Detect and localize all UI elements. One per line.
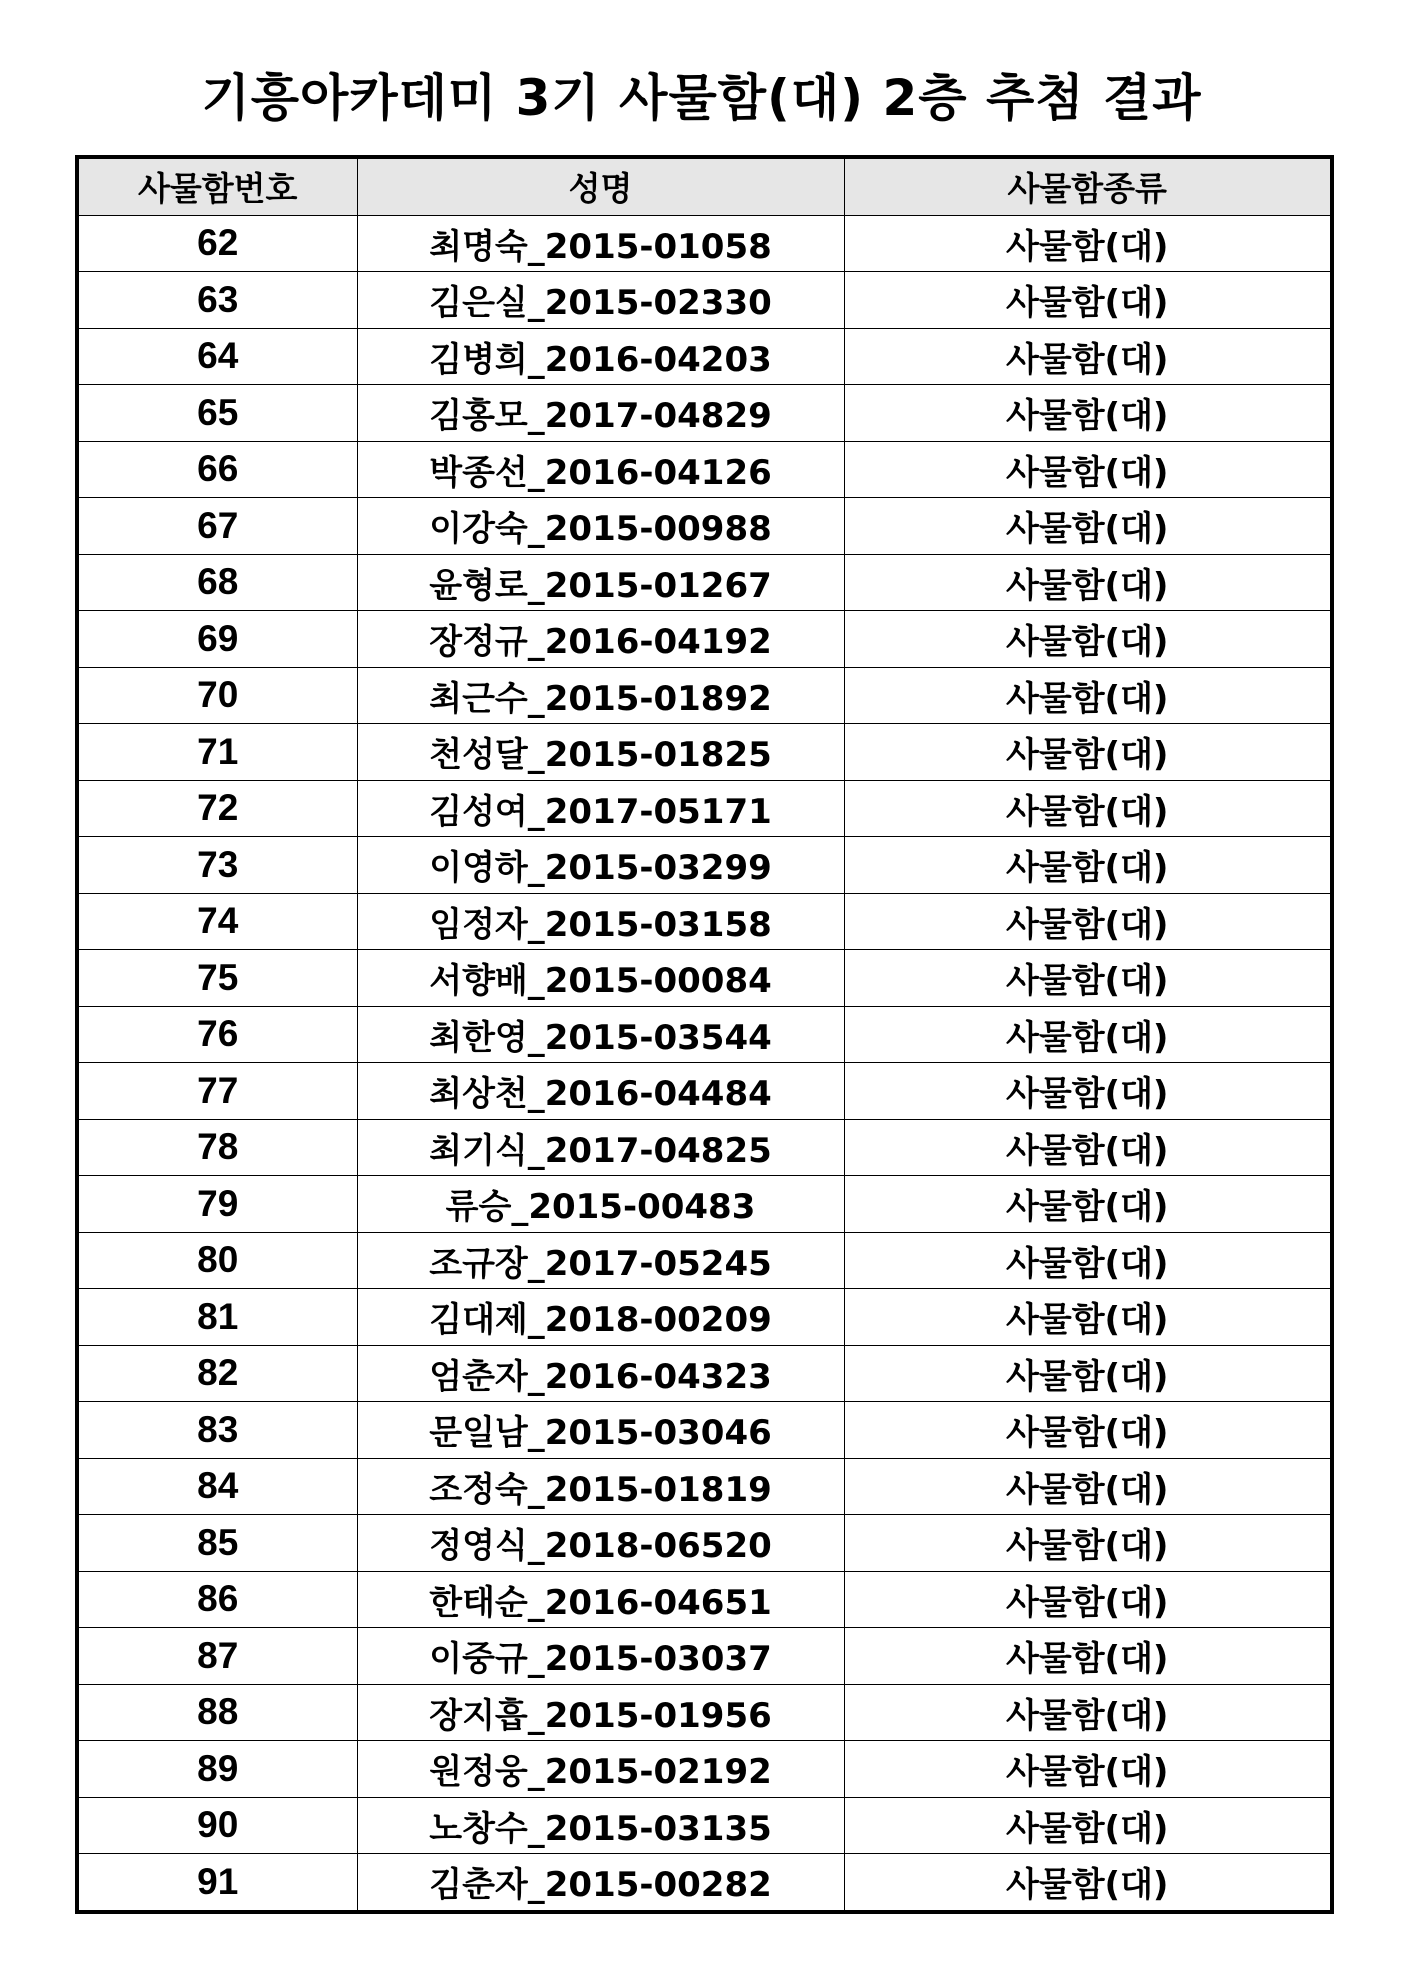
member-name-cell: 류승_2015-00483	[357, 1176, 844, 1233]
locker-type-cell: 사물함(대)	[844, 1006, 1332, 1063]
member-name-cell: 김대제_2018-00209	[357, 1289, 844, 1346]
locker-type-cell: 사물함(대)	[844, 724, 1332, 781]
table-row	[77, 1345, 1332, 1402]
locker-type-cell: 사물함(대)	[844, 1119, 1332, 1176]
locker-type-cell: 사물함(대)	[844, 554, 1332, 611]
locker-type-cell: 사물함(대)	[844, 611, 1332, 668]
locker-type-cell: 사물함(대)	[844, 1402, 1332, 1459]
table-row	[77, 1289, 1332, 1346]
member-name-cell: 최한영_2015-03544	[357, 1006, 844, 1063]
locker-number-cell: 80	[77, 1232, 357, 1289]
member-name-cell: 김성여_2017-05171	[357, 780, 844, 837]
member-name-cell: 노창수_2015-03135	[357, 1797, 844, 1854]
table-row	[77, 1458, 1332, 1515]
locker-type-cell: 사물함(대)	[844, 385, 1332, 442]
locker-type-cell: 사물함(대)	[844, 1571, 1332, 1628]
locker-type-cell: 사물함(대)	[844, 441, 1332, 498]
member-name-cell: 김병희_2016-04203	[357, 328, 844, 385]
member-name-cell: 최상천_2016-04484	[357, 1063, 844, 1120]
table-row	[77, 1402, 1332, 1459]
member-name-cell: 조정숙_2015-01819	[357, 1458, 844, 1515]
locker-number-cell: 63	[77, 272, 357, 329]
table-body	[77, 215, 1332, 1912]
locker-number-cell: 76	[77, 1006, 357, 1063]
locker-type-cell: 사물함(대)	[844, 272, 1332, 329]
locker-number-cell: 85	[77, 1515, 357, 1572]
locker-type-cell: 사물함(대)	[844, 498, 1332, 555]
table-row	[77, 837, 1332, 894]
member-name-cell: 윤형로_2015-01267	[357, 554, 844, 611]
locker-type-cell: 사물함(대)	[844, 837, 1332, 894]
table-row	[77, 724, 1332, 781]
table-row	[77, 1684, 1332, 1741]
locker-number-cell: 91	[77, 1854, 357, 1912]
member-name-cell: 최근수_2015-01892	[357, 667, 844, 724]
member-name-cell: 임정자_2015-03158	[357, 893, 844, 950]
member-name-cell: 이강숙_2015-00988	[357, 498, 844, 555]
table-row	[77, 328, 1332, 385]
locker-type-cell: 사물함(대)	[844, 667, 1332, 724]
locker-number-cell: 87	[77, 1628, 357, 1685]
member-name-cell: 김은실_2015-02330	[357, 272, 844, 329]
table-row	[77, 1797, 1332, 1854]
page-title: 기흥아카데미 3기 사물함(대) 2층 추첨 결과	[201, 69, 1202, 127]
locker-number-cell: 72	[77, 780, 357, 837]
table-header-row	[77, 157, 1332, 215]
member-name-cell: 조규장_2017-05245	[357, 1232, 844, 1289]
locker-type-cell: 사물함(대)	[844, 1289, 1332, 1346]
table-row	[77, 1515, 1332, 1572]
table-row	[77, 1741, 1332, 1798]
locker-number-cell: 88	[77, 1684, 357, 1741]
table-row	[77, 272, 1332, 329]
table-row	[77, 893, 1332, 950]
header-locker-type: 사물함종류	[844, 157, 1332, 215]
locker-draw-table	[75, 155, 1334, 1914]
table-row	[77, 1176, 1332, 1233]
table-row	[77, 667, 1332, 724]
table-row	[77, 780, 1332, 837]
member-name-cell: 정영식_2018-06520	[357, 1515, 844, 1572]
member-name-cell: 엄춘자_2016-04323	[357, 1345, 844, 1402]
table-row	[77, 441, 1332, 498]
locker-number-cell: 73	[77, 837, 357, 894]
locker-number-cell: 67	[77, 498, 357, 555]
locker-number-cell: 79	[77, 1176, 357, 1233]
member-name-cell: 이영하_2015-03299	[357, 837, 844, 894]
locker-number-cell: 71	[77, 724, 357, 781]
table-row	[77, 1006, 1332, 1063]
locker-number-cell: 78	[77, 1119, 357, 1176]
locker-number-cell: 69	[77, 611, 357, 668]
member-name-cell: 박종선_2016-04126	[357, 441, 844, 498]
locker-number-cell: 66	[77, 441, 357, 498]
member-name-cell: 김춘자_2015-00282	[357, 1854, 844, 1912]
table-row	[77, 554, 1332, 611]
header-locker-number: 사물함번호	[77, 157, 357, 215]
locker-number-cell: 84	[77, 1458, 357, 1515]
table-row	[77, 1628, 1332, 1685]
locker-type-cell: 사물함(대)	[844, 215, 1332, 272]
locker-number-cell: 70	[77, 667, 357, 724]
locker-number-cell: 68	[77, 554, 357, 611]
locker-type-cell: 사물함(대)	[844, 1854, 1332, 1912]
table-row	[77, 1571, 1332, 1628]
table-row	[77, 1119, 1332, 1176]
locker-number-cell: 82	[77, 1345, 357, 1402]
member-name-cell: 최기식_2017-04825	[357, 1119, 844, 1176]
locker-number-cell: 83	[77, 1402, 357, 1459]
member-name-cell: 천성달_2015-01825	[357, 724, 844, 781]
locker-type-cell: 사물함(대)	[844, 1458, 1332, 1515]
locker-number-cell: 77	[77, 1063, 357, 1120]
member-name-cell: 이중규_2015-03037	[357, 1628, 844, 1685]
table-row	[77, 950, 1332, 1007]
member-name-cell: 장정규_2016-04192	[357, 611, 844, 668]
table-row	[77, 498, 1332, 555]
table-row	[77, 1063, 1332, 1120]
locker-type-cell: 사물함(대)	[844, 1176, 1332, 1233]
locker-number-cell: 81	[77, 1289, 357, 1346]
locker-number-cell: 64	[77, 328, 357, 385]
locker-type-cell: 사물함(대)	[844, 328, 1332, 385]
locker-number-cell: 65	[77, 385, 357, 442]
table-row	[77, 215, 1332, 272]
member-name-cell: 서향배_2015-00084	[357, 950, 844, 1007]
locker-type-cell: 사물함(대)	[844, 1628, 1332, 1685]
table-row	[77, 1854, 1332, 1912]
member-name-cell: 문일남_2015-03046	[357, 1402, 844, 1459]
table-row	[77, 1232, 1332, 1289]
locker-type-cell: 사물함(대)	[844, 950, 1332, 1007]
locker-number-cell: 74	[77, 893, 357, 950]
locker-number-cell: 90	[77, 1797, 357, 1854]
locker-number-cell: 86	[77, 1571, 357, 1628]
table-row	[77, 611, 1332, 668]
header-name: 성명	[357, 157, 844, 215]
table-row	[77, 385, 1332, 442]
locker-number-cell: 89	[77, 1741, 357, 1798]
locker-type-cell: 사물함(대)	[844, 1345, 1332, 1402]
locker-number-cell: 62	[77, 215, 357, 272]
member-name-cell: 최명숙_2015-01058	[357, 215, 844, 272]
locker-type-cell: 사물함(대)	[844, 1232, 1332, 1289]
locker-type-cell: 사물함(대)	[844, 1797, 1332, 1854]
locker-type-cell: 사물함(대)	[844, 1063, 1332, 1120]
member-name-cell: 김홍모_2017-04829	[357, 385, 844, 442]
locker-type-cell: 사물함(대)	[844, 893, 1332, 950]
locker-number-cell: 75	[77, 950, 357, 1007]
member-name-cell: 장지흡_2015-01956	[357, 1684, 844, 1741]
locker-type-cell: 사물함(대)	[844, 1684, 1332, 1741]
locker-type-cell: 사물함(대)	[844, 780, 1332, 837]
locker-type-cell: 사물함(대)	[844, 1515, 1332, 1572]
locker-type-cell: 사물함(대)	[844, 1741, 1332, 1798]
member-name-cell: 한태순_2016-04651	[357, 1571, 844, 1628]
member-name-cell: 원정웅_2015-02192	[357, 1741, 844, 1798]
